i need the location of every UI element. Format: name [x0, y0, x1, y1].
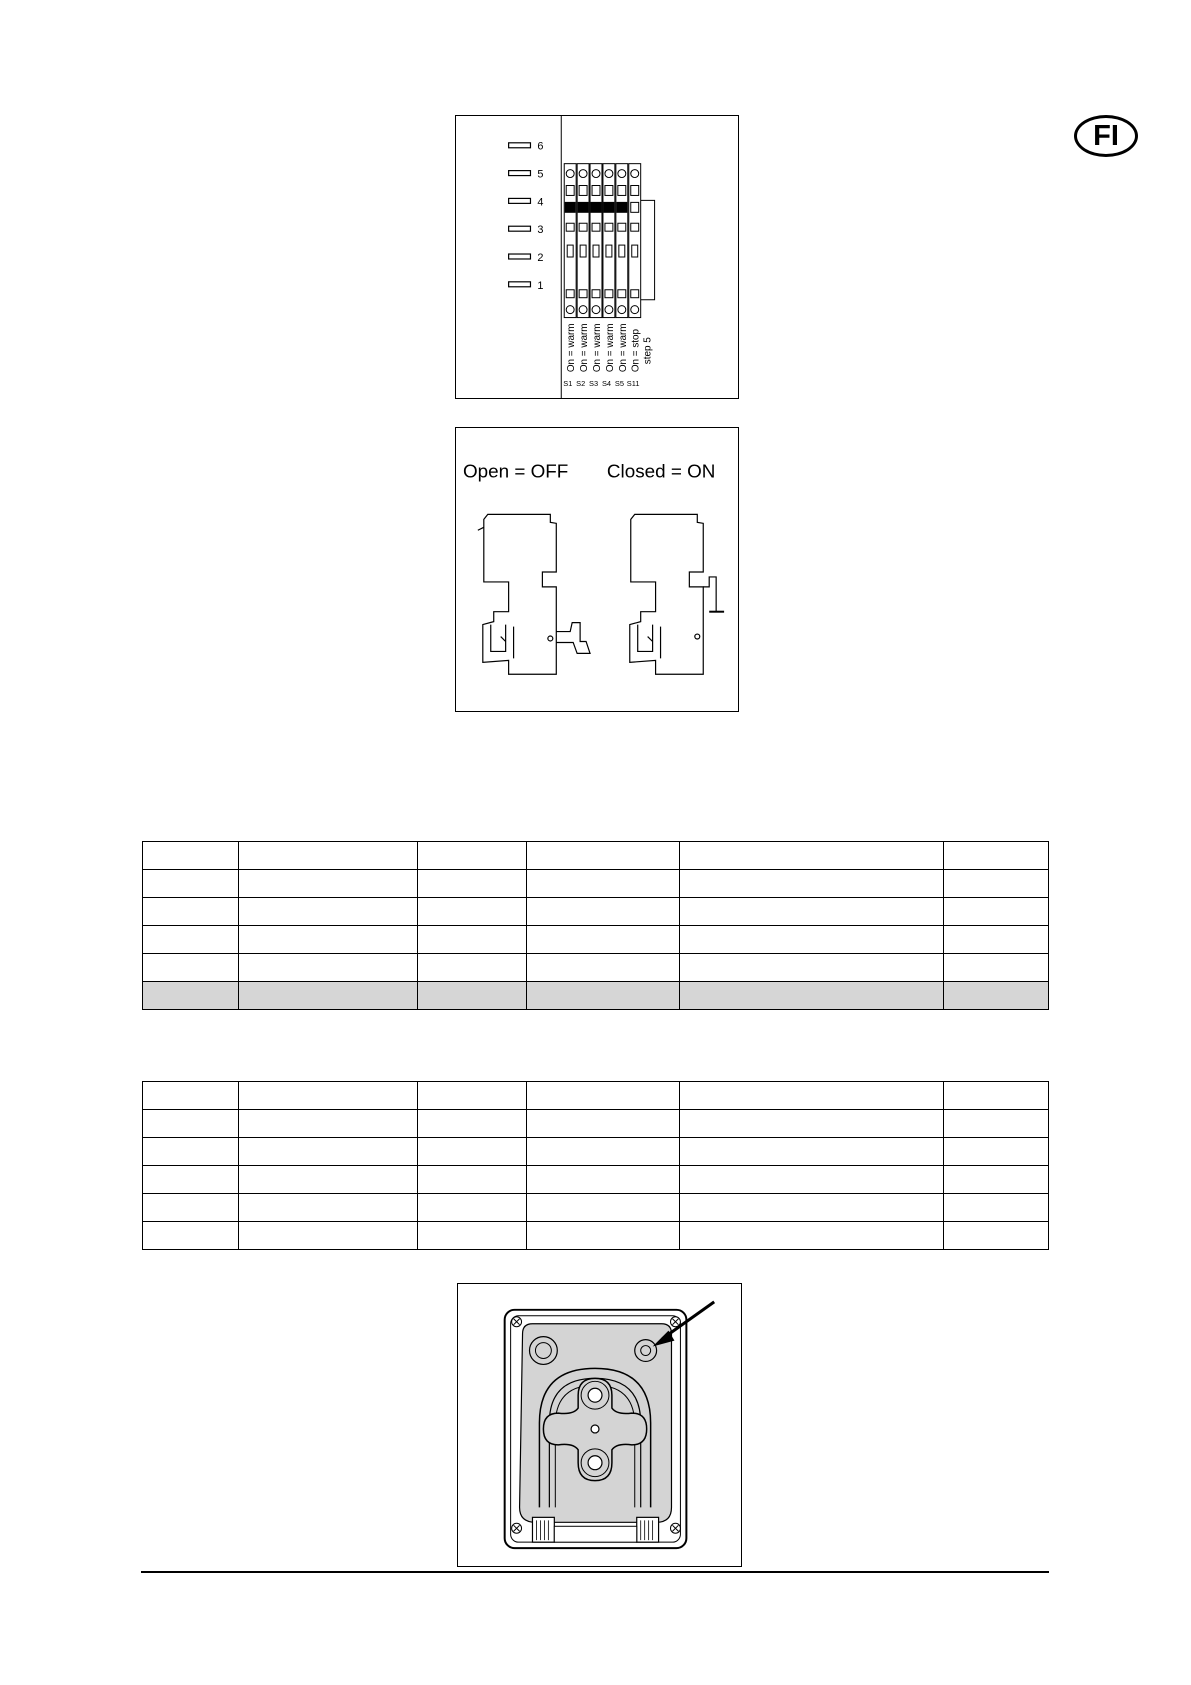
- switch-id-s1: S1: [563, 379, 573, 389]
- table-cell: [527, 1166, 680, 1194]
- switch-label-s2: On = warm: [579, 323, 591, 373]
- open-off-label: Open = OFF: [462, 460, 569, 482]
- table-cell: [680, 898, 944, 926]
- table-cell: [527, 1222, 680, 1250]
- table-cell: [239, 870, 418, 898]
- table-row: [143, 1166, 1049, 1194]
- table-row: [143, 1082, 1049, 1110]
- table-cell: [527, 982, 680, 1010]
- table-cell: [239, 898, 418, 926]
- table-cell: [944, 954, 1049, 982]
- footer-divider: [141, 1571, 1049, 1573]
- table-cell: [143, 1194, 239, 1222]
- switch-label-s1: On = warm: [566, 323, 578, 373]
- table-row: [143, 1222, 1049, 1250]
- table-cell: [527, 926, 680, 954]
- table-cell: [680, 1222, 944, 1250]
- table-cell: [680, 1082, 944, 1110]
- switch-position-figure: [455, 427, 739, 712]
- table-cell: [143, 1082, 239, 1110]
- switch-position-diagram: [456, 428, 738, 711]
- switch-id-s11: S11: [626, 379, 640, 389]
- table-cell: [143, 1110, 239, 1138]
- table-cell: [944, 842, 1049, 870]
- table-cell: [418, 842, 527, 870]
- switch-module-4: [603, 164, 615, 318]
- table-cell: [239, 954, 418, 982]
- open-switch-drawing: [478, 514, 590, 674]
- table-cell: [527, 1110, 680, 1138]
- switch-id-s2: S2: [576, 379, 586, 389]
- switch-label-s5: On = warm: [617, 323, 629, 373]
- pump-figure: [457, 1283, 742, 1567]
- table-cell: [944, 870, 1049, 898]
- table-cell: [143, 954, 239, 982]
- switch-module-6: [629, 164, 641, 318]
- table-row: [143, 926, 1049, 954]
- table-cell: [944, 1138, 1049, 1166]
- switch-label-s4: On = warm: [604, 323, 616, 373]
- table-row: [143, 842, 1049, 870]
- table-cell: [143, 982, 239, 1010]
- table-cell: [418, 1138, 527, 1166]
- switch-module-1: [564, 164, 576, 318]
- table-cell: [143, 1166, 239, 1194]
- table-cell: [143, 842, 239, 870]
- table-cell: [944, 1082, 1049, 1110]
- table-cell: [680, 1110, 944, 1138]
- level-number-5: 5: [537, 168, 544, 181]
- table-cell: [680, 982, 944, 1010]
- table-cell: [418, 1110, 527, 1138]
- switch-label-s3: On = warm: [591, 323, 603, 373]
- table-cell: [680, 1166, 944, 1194]
- table-cell: [418, 926, 527, 954]
- table-cell: [527, 954, 680, 982]
- level-number-6: 6: [537, 140, 544, 153]
- table-cell: [527, 1194, 680, 1222]
- table-cell: [239, 1082, 418, 1110]
- table-row: [143, 898, 1049, 926]
- table-cell: [944, 982, 1049, 1010]
- table-cell: [418, 1222, 527, 1250]
- pump-diagram: [458, 1284, 741, 1566]
- table-row: [143, 954, 1049, 982]
- table-cell: [239, 842, 418, 870]
- table-cell: [418, 1194, 527, 1222]
- settings-table-2: [142, 1081, 1049, 1250]
- table-cell: [143, 1138, 239, 1166]
- table-cell: [143, 898, 239, 926]
- table-cell: [143, 1222, 239, 1250]
- language-badge: [1074, 115, 1138, 157]
- table-cell: [680, 1194, 944, 1222]
- table-cell: [527, 898, 680, 926]
- table-row: [143, 870, 1049, 898]
- switch-label-s11: On = stop: [630, 328, 642, 373]
- table-cell: [418, 982, 527, 1010]
- table-cell: [239, 1110, 418, 1138]
- table-cell: [527, 1082, 680, 1110]
- switch-id-s5: S5: [614, 379, 624, 389]
- language-code: FI: [1093, 119, 1119, 152]
- table-cell: [527, 1138, 680, 1166]
- switch-module-5: [616, 164, 628, 318]
- table-cell: [239, 1166, 418, 1194]
- table-cell: [239, 926, 418, 954]
- switch-module-2: [577, 164, 589, 318]
- table-cell: [680, 1138, 944, 1166]
- table-cell: [143, 870, 239, 898]
- dip-switch-figure: [455, 115, 739, 399]
- table-cell: [680, 870, 944, 898]
- table-cell: [239, 982, 418, 1010]
- table-row: [143, 982, 1049, 1010]
- table-row: [143, 1110, 1049, 1138]
- table-row: [143, 1194, 1049, 1222]
- level-number-4: 4: [537, 196, 544, 209]
- table-cell: [527, 870, 680, 898]
- table-row: [143, 1138, 1049, 1166]
- table-cell: [418, 1082, 527, 1110]
- table-cell: [944, 1194, 1049, 1222]
- step-label: step 5: [642, 337, 654, 365]
- table-cell: [944, 1110, 1049, 1138]
- level-number-3: 3: [537, 224, 544, 237]
- switch-id-s3: S3: [589, 379, 599, 389]
- table-cell: [418, 898, 527, 926]
- table-cell: [418, 1166, 527, 1194]
- level-number-2: 2: [537, 251, 544, 264]
- table-cell: [143, 926, 239, 954]
- table-cell: [944, 1166, 1049, 1194]
- table-cell: [944, 1222, 1049, 1250]
- table-cell: [944, 898, 1049, 926]
- table-cell: [239, 1194, 418, 1222]
- table-cell: [418, 870, 527, 898]
- table-cell: [680, 842, 944, 870]
- table-cell: [418, 954, 527, 982]
- dip-switch-diagram: [456, 116, 738, 398]
- settings-table-1: [142, 841, 1049, 1010]
- switch-module-3: [590, 164, 602, 318]
- closed-switch-drawing: [630, 514, 724, 674]
- table-cell: [239, 1138, 418, 1166]
- table-cell: [680, 954, 944, 982]
- table-cell: [944, 926, 1049, 954]
- table-cell: [239, 1222, 418, 1250]
- table-cell: [680, 926, 944, 954]
- level-number-1: 1: [537, 279, 544, 292]
- closed-on-label: Closed = ON: [606, 460, 716, 482]
- table-cell: [527, 842, 680, 870]
- switch-id-s4: S4: [601, 379, 612, 389]
